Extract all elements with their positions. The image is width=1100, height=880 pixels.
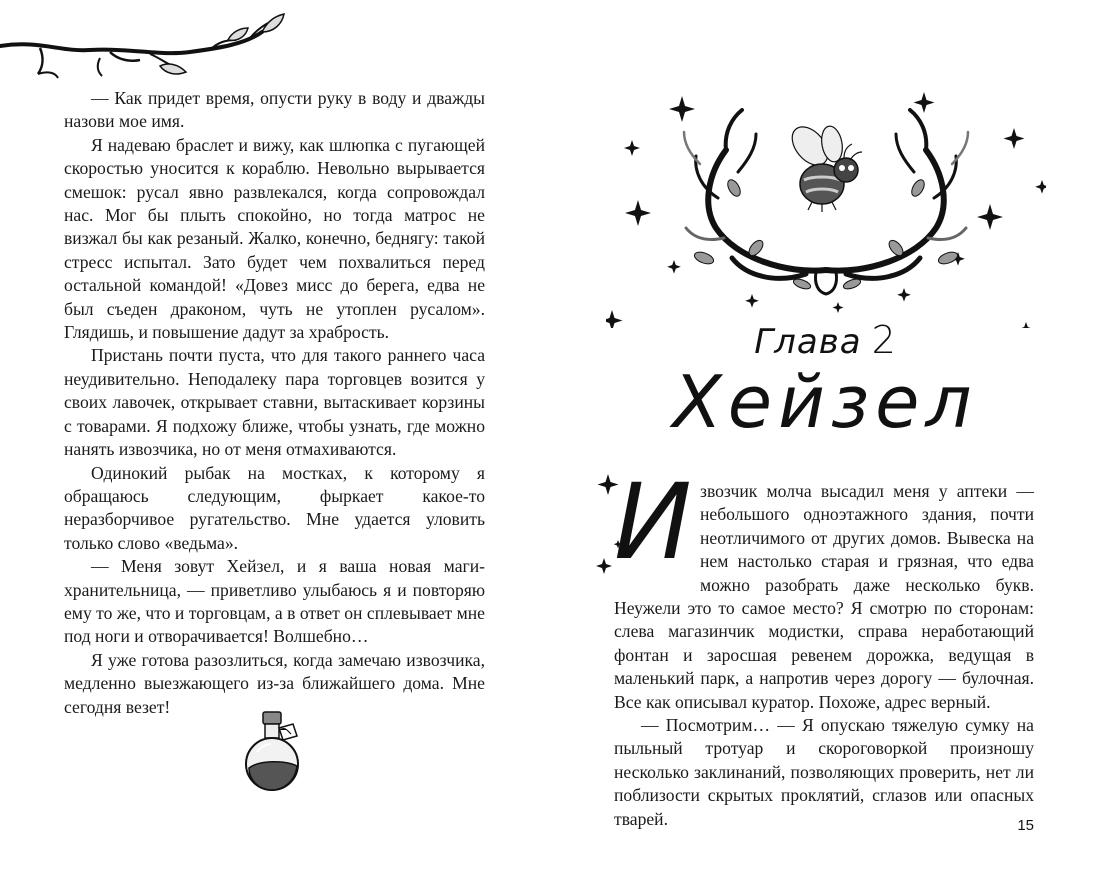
drop-cap-block <box>602 461 694 584</box>
chapter-label-word: Глава <box>754 322 862 362</box>
first-paragraph-text: звозчик молча высадил меня у аптеки — небольшого одноэтажного здания, почти неотличимого от других домов. Вывеска на нем настолько старая и грязная, что едва можно разобрать даже несколько букв. Неужели это то самое место? Я смотрю по сторонам: слева магазинчик модистки, справа неработающий фонтан и заросшая ревенем дорожка, ведущая в маленький парк, а напротив через дорогу — булочная. Все как описывал куратор. Похоже, адрес верный. <box>614 481 1034 712</box>
paragraph: Одинокий рыбак на мостках, к которому я обращаюсь следующим, фыркает какое-то неразборчивое ругательство. Мне удается уловить только слово «ведьма». <box>64 462 485 553</box>
paragraph: Пристань почти пуста, что для такого раннего часа неудивительно. Неподалеку пара торговцев возится у своих лавочек, открывает ставни, вытаскивает корзины с товарами. Я подхожу ближе, чтобы узнать, где можно нанять извозчика, но от меня отмахиваются. <box>64 345 485 460</box>
paragraph: — Посмотрим… — Я опускаю тяжелую сумку на пыльный тротуар и скороговоркой произношу несколько заклинаний, позволяющих проверить, нет ли поблизости скрытых проклятий, сглазов или опасных тварей. <box>614 715 1034 829</box>
left-page-text <box>64 87 485 719</box>
right-page-text <box>614 461 1034 831</box>
bee-icon <box>785 120 862 212</box>
potion-bottle-illustration <box>235 708 317 794</box>
paragraph: Я надеваю браслет и вижу, как шлюпка с пугающей скоростью уносится к кораблю. Невольно вырывается смешок: русал явно развлекался, когда сопровождал нас. Мог бы плыть спокойно, но тогда матрос не визжал бы как резаный. Жалко, конечно, беднягу: такой стресс испытал. Зато будет чем похвалиться перед остальной командой! «Довез мисс до берега, едва не был съеден драконом, чуть не утоплен русалом». Глядишь, и повышение дадут за храбрость. <box>64 134 485 343</box>
right-page <box>550 0 1100 880</box>
page-number: 15 <box>1017 817 1034 834</box>
bee-wreath-illustration <box>606 88 1046 328</box>
paragraph: — Меня зовут Хейзел, и я ваша новая маги-хранительница, — приветливо улыбаюсь я и повторяю ему то же, что и торговцам, а в ответ он сплевывает мне под ноги и отворачивается! Волшебно… <box>64 556 485 647</box>
chapter-label <box>550 318 1100 362</box>
first-paragraph <box>614 461 1034 714</box>
chapter-number: 2 <box>871 318 896 362</box>
drop-cap: И <box>614 461 692 583</box>
branch-illustration <box>0 10 290 80</box>
paragraph: — Как придет время, опусти руку в воду и дважды назови мое имя. <box>64 88 485 132</box>
chapter-title: Хейзел <box>672 360 978 444</box>
paragraph: Я уже готова разозлиться, когда замечаю извозчика, медленно выезжающего из-за ближайшего дома. Мне сегодня везет! <box>64 649 485 717</box>
